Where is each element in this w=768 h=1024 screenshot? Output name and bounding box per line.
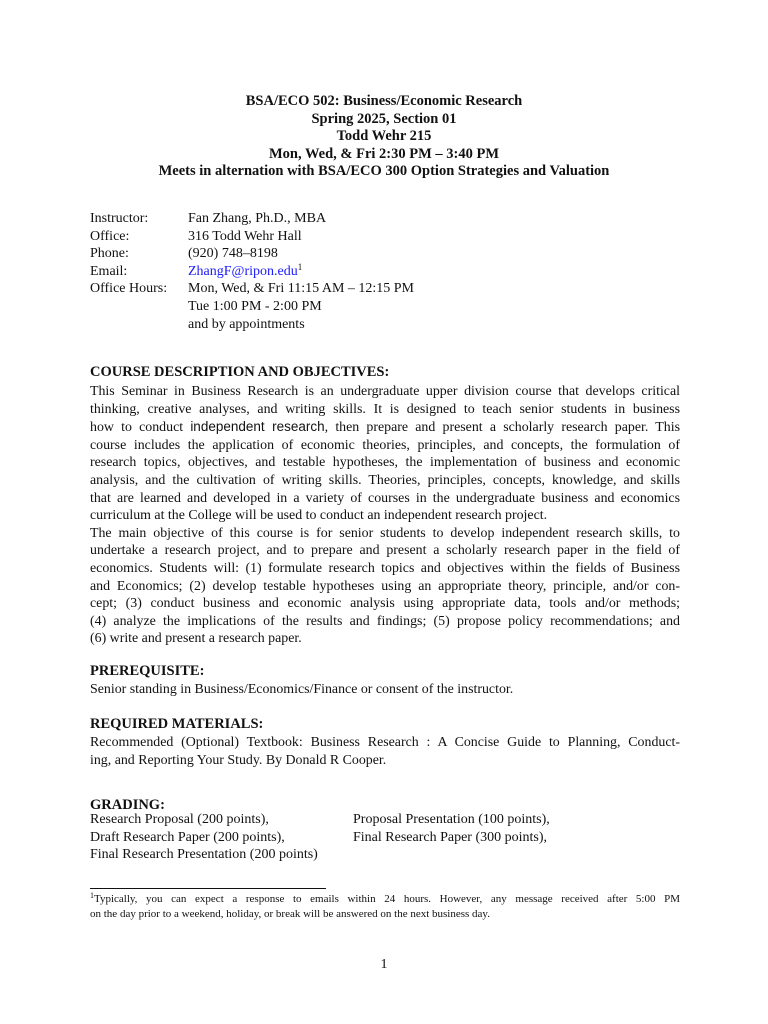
paragraph-line: undertake a research project, and to prepare and present a scholarly research paper in the field of bbox=[90, 543, 680, 559]
office-row bbox=[90, 228, 414, 246]
paragraph-line bbox=[90, 418, 680, 437]
paragraph-line: analysis, and the cultivation of writing skills. Theories, principles, concepts, knowledge, and skills bbox=[90, 472, 680, 488]
office-value: 316 Todd Wehr Hall bbox=[188, 228, 302, 244]
email-value bbox=[188, 263, 302, 281]
course-description-body bbox=[90, 383, 680, 648]
emphasis-independent-research: independent research bbox=[190, 419, 325, 435]
footnote-mark: 1 bbox=[90, 891, 94, 900]
office-hours-value bbox=[188, 280, 414, 333]
paragraph-line: and Economics; (2) develop testable hypotheses using an appropriate theory, principle, and/or con- bbox=[90, 578, 680, 594]
paragraph-line: curriculum at the College will be used to conduct an independent research project. bbox=[90, 508, 548, 524]
footnote-divider bbox=[90, 888, 326, 889]
footnote-line: on the day prior to a weekend, holiday, or break will be answered on the next business day. bbox=[90, 908, 490, 920]
email-label: Email: bbox=[90, 263, 128, 279]
instructor-row bbox=[90, 210, 414, 228]
paragraph-line: cept; (3) conduct business and economic analysis using appropriate data, tools and/or methods; bbox=[90, 596, 680, 612]
instructor-value: Fan Zhang, Ph.D., MBA bbox=[188, 211, 327, 226]
email-link[interactable]: ZhangF@ripon.edu bbox=[188, 263, 298, 279]
office-hours-row bbox=[90, 280, 414, 333]
paragraph-line: thinking, creative analyses, and writing skills. It is designed to teach senior students in business bbox=[90, 401, 680, 417]
text-fragment: , then prepare and present a scholarly research paper. This bbox=[324, 420, 680, 436]
paragraph-line: research topics, objectives, and testable hypotheses, the implementation of business and economic bbox=[90, 455, 680, 471]
instructor-info bbox=[90, 210, 414, 333]
course-header bbox=[0, 93, 768, 181]
course-title: BSA/ECO 502: Business/Economic Research bbox=[245, 93, 523, 109]
text-fragment: Typically, you can expect a response to emails within 24 hours. However, any message received after 5:00 PM bbox=[94, 893, 680, 905]
course-schedule: Mon, Wed, & Fri 2:30 PM – 3:40 PM bbox=[268, 145, 500, 162]
footnote-line bbox=[90, 892, 680, 907]
phone-label: Phone: bbox=[90, 246, 129, 262]
paragraph-line: ing, and Reporting Your Study. By Donald R Cooper. bbox=[90, 752, 387, 768]
text-fragment: how to conduct bbox=[90, 420, 191, 436]
course-room: Todd Wehr 215 bbox=[336, 128, 432, 144]
instructor-label: Instructor: bbox=[90, 211, 149, 226]
paragraph-line: (4) analyze the implications of the results and findings; (5) propose policy recommendations; and bbox=[90, 613, 680, 629]
paragraph-line: course includes the application of economic theories, principles, and concepts, the formulation of bbox=[90, 437, 680, 453]
grading-list bbox=[90, 811, 683, 864]
paragraph-line: Senior standing in Business/Economics/Finance or consent of the instructor. bbox=[90, 682, 514, 697]
grading-item: Research Proposal (200 points), bbox=[90, 812, 269, 827]
grading-title: GRADING: bbox=[90, 797, 165, 813]
paragraph-line: economics. Students will: (1) formulate research topics and objectives within the fields of Business bbox=[90, 560, 680, 576]
prerequisite-title: PREREQUISITE: bbox=[90, 663, 205, 679]
grading-item: Final Research Presentation (200 points) bbox=[90, 847, 318, 863]
paragraph-line: that are learned and developed in a variety of courses in the undergraduate business and economics bbox=[90, 490, 680, 506]
office-hours-line-3: and by appointments bbox=[188, 316, 305, 332]
footnote bbox=[90, 892, 680, 922]
page-number: 1 bbox=[380, 957, 388, 972]
required-materials-title: REQUIRED MATERIALS: bbox=[90, 716, 264, 732]
email-row bbox=[90, 263, 414, 281]
prerequisite-body bbox=[90, 681, 680, 699]
course-term: Spring 2025, Section 01 bbox=[311, 110, 457, 127]
phone-value: (920) 748–8198 bbox=[188, 246, 278, 262]
grading-grid bbox=[90, 811, 683, 864]
paragraph-line: The main objective of this course is for senior students to develop independent research skills, to bbox=[90, 525, 680, 541]
phone-row bbox=[90, 245, 414, 263]
required-materials-body bbox=[90, 734, 680, 769]
paragraph-line: (6) write and present a research paper. bbox=[90, 631, 302, 647]
office-hours-line-1: Mon, Wed, & Fri 11:15 AM – 12:15 PM bbox=[188, 281, 415, 297]
grading-item: Final Research Paper (300 points), bbox=[353, 829, 548, 845]
office-hours-line-2: Tue 1:00 PM - 2:00 PM bbox=[188, 298, 322, 314]
grading-item: Draft Research Paper (200 points), bbox=[90, 829, 285, 845]
grading-item: Proposal Presentation (100 points), bbox=[353, 812, 550, 827]
email-footnote-mark: 1 bbox=[297, 261, 303, 272]
course-description-title: COURSE DESCRIPTION AND OBJECTIVES: bbox=[90, 364, 390, 380]
paragraph-line: Recommended (Optional) Textbook: Business Research : A Concise Guide to Planning, Conduct- bbox=[90, 735, 680, 750]
course-alternation-note: Meets in alternation with BSA/ECO 300 Option Strategies and Valuation bbox=[158, 163, 610, 179]
paragraph-line: This Seminar in Business Research is an undergraduate upper division course that develops critical bbox=[90, 384, 680, 399]
office-label: Office: bbox=[90, 228, 130, 244]
office-hours-label: Office Hours: bbox=[90, 281, 168, 297]
